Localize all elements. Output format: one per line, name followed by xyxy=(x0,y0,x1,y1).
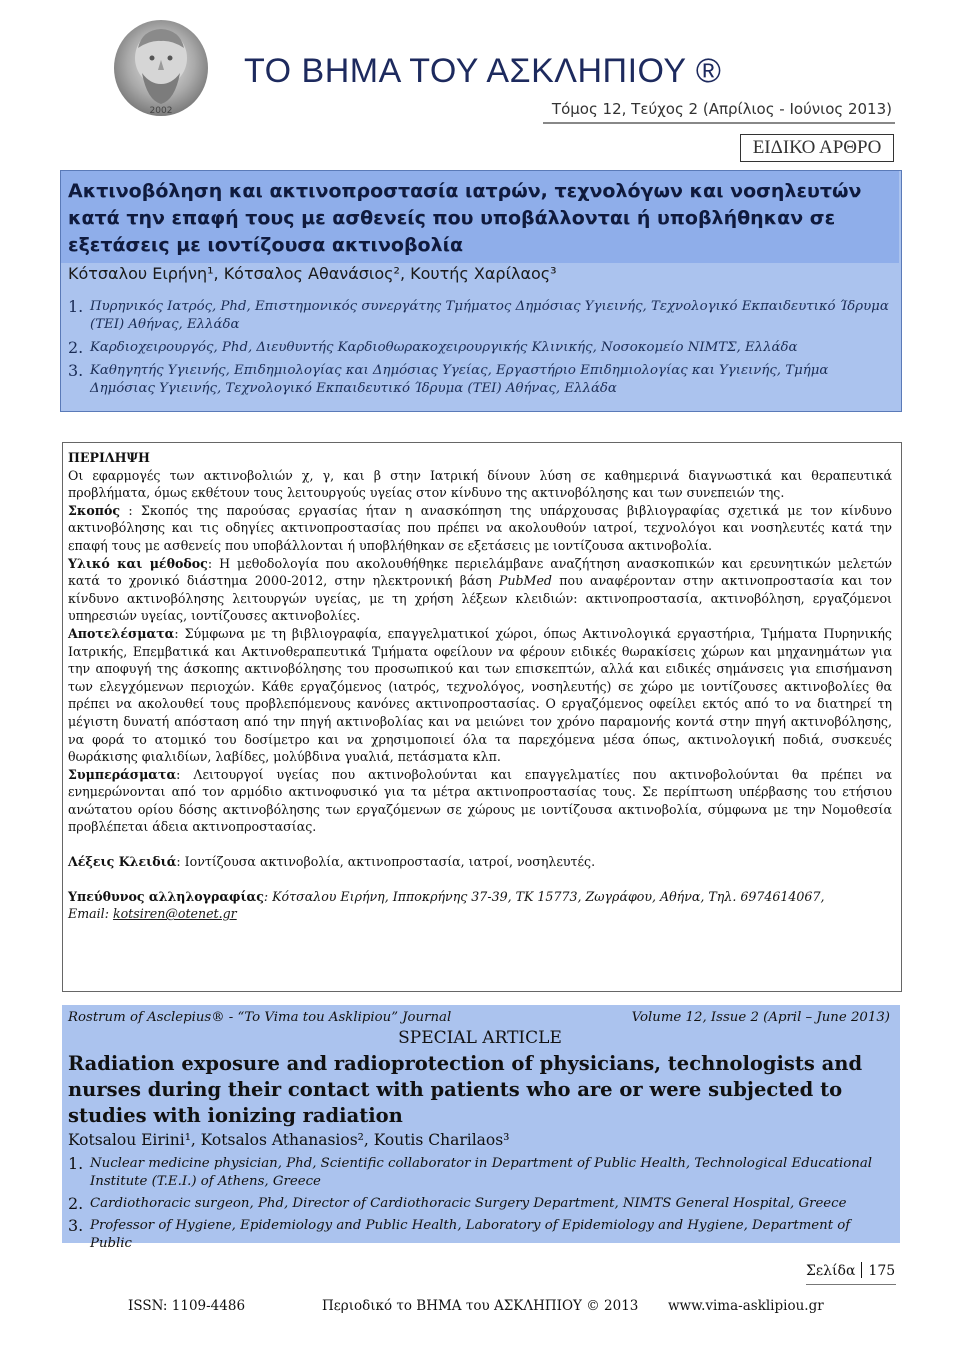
method-text: : Η μεθοδολογία που ακολουθήθηκε περιελάμβανε αναζήτηση ανασκοπικών και ερευνητικών μελετών κατά το χρονικό διάστημα 2000-2012, στην ηλεκτρονική βάση xyxy=(68,555,892,589)
conclusions-text: : Λειτουργοί υγείας που ακτινοβολούνται και επαγγελματίες που ακτινοβολούνται θα πρέπει να ενημερώνονται από τον αρμόδιο ακτινοφυσικό για τα μέτρα ακτινοπροστασίας τους. Σε περίπτωση υπέρβασης του ετήσιου ανώτατου ορίου δόσης ακτινοβόλησης των εργαζόμενων σε χώρους με ιοντίζουσα ακτινοβολία, σύμφωνα με την Νομοθεσία προβλέπεται άδεια ακτινοπροστασίας. xyxy=(68,766,892,835)
abstract xyxy=(68,449,892,923)
page-label: Σελίδα xyxy=(806,1263,856,1279)
affiliation-number: 2. xyxy=(68,1194,84,1213)
affiliation-text: Καρδιοχειρουργός, Phd, Διευθυντής Καρδιοθωρακοχειρουργικής Κλινικής, Νοσοκομείο ΝΙΜΤΣ, Ελλάδα xyxy=(90,340,798,355)
results-text: : Σύμφωνα με τη βιβλιογραφία, επαγγελματικοί χώροι, όπως Ακτινολογικά εργαστήρια, Τμήματα Πυρηνικής Ιατρικής, Επεμβατικά και Ακτινοθεραπευτικά Τμήματα οφείλουν να φέρουν ειδικές θωρακίσεις χώρων και μηχανημάτων για την αποφυγή της άσκοπης ακτινοβόλησης του προσωπικού και των επισκεπτών, αλλά και ειδικές σημάνσεις για επισήμανση των ελεγχόμενων περιοχών. Κάθε εργαζόμενος (ιατρός, τεχνολόγος, νοσηλευτής) σε χώρο με ιοντίζουσες ακτινοβολίες θα πρέπει να ακολουθεί τους προβλεπόμενους κανόνες ακτινοπροστασίας. Ο εργαζόμενος οφείλει εκτός από το να διατηρεί τη μέγιστη δυνατή απόσταση από την πηγή ακτινοβολίας και να μειώνει τον χρόνο παραμονής κοντά στην πηγή ακτινοβόλησης, να φορά το ατομικό του δοσίμετρο και να χρησιμοποιεί όλα τα παρεχόμενα μέσα όπως, ακτινολογική ποδιά, συσκευές θωράκισης φιαλιδίων, λαβίδες, μολύβδινα γυαλιά, πετάσματα κλπ. xyxy=(68,625,892,765)
article-type-label: ΕΙΔΙΚΟ ΑΡΘΡΟ xyxy=(740,134,894,162)
journal-logo xyxy=(102,18,220,118)
english-volume: Volume 12, Issue 2 (April – June 2013) xyxy=(631,1010,890,1025)
abstract-intro: Οι εφαρμογές των ακτινοβολιών χ, γ, και β στην Ιατρική δίνουν λύση σε καθημερινά διαγνωστικά και θεραπευτικά προβλήματα, όμως εκθέτουν τους λειτουργούς υγείας στον κίνδυνο της ακτινοβόλησης και των συνεπειών της. xyxy=(68,467,892,501)
abstract-conclusions xyxy=(68,766,892,836)
method-database: PubMed xyxy=(498,573,552,589)
affiliation-number: 3. xyxy=(68,1216,84,1235)
abstract-aim xyxy=(68,502,892,555)
copyright: Περιοδικό το ΒΗΜΑ του ΑΣΚΛΗΠΙΟΥ © 2013 xyxy=(322,1298,639,1314)
conclusions-label: Συμπεράσματα xyxy=(68,766,177,782)
english-article-title: Radiation exposure and radioprotection of physicians, technologists and nurses during their contact with patients who are or were subjected to studies with ionizing radiation xyxy=(68,1052,863,1127)
email-label: Email: xyxy=(68,906,113,922)
greek-affiliations xyxy=(68,298,894,403)
header-divider xyxy=(543,122,895,124)
greek-article-title: Ακτινοβόληση και ακτινοπροστασία ιατρών, τεχνολόγων και νοσηλευτών κατά την επαφή τους με ασθενείς που υποβάλλονται ή υποβλήθηκαν σε εξετάσεις με ιοντίζουσα ακτινοβολία xyxy=(68,180,862,256)
affiliation-text: Professor of Hygiene, Epidemiology and Public Health, Laboratory of Epidemiology and Hygiene, Department of Public xyxy=(90,1218,851,1251)
english-affiliation xyxy=(68,1217,894,1253)
affiliation-text: Καθηγητής Υγιεινής, Επιδημιολογίας και Δημόσιας Υγείας, Εργαστήριο Επιδημιολογίας και Υγιεινής, Τμήμα Δημόσιας Υγιεινής, Τεχνολογικό Εκπαιδευτικό Ίδρυμα (ΤΕΙ) Αθήνας, Ελλάδα xyxy=(90,363,829,396)
affiliation-number: 2. xyxy=(68,338,84,357)
correspondence xyxy=(68,888,892,923)
method-label: Υλικό και μέθοδος xyxy=(68,555,208,571)
english-journal-name: Rostrum of Asclepius® - “To Vima tou Asklipiou” Journal xyxy=(68,1010,452,1025)
correspondence-text: : Κότσαλου Ειρήνη, Ιπποκρήνης 37-39, ΤΚ 15773, Ζωγράφου, Αθήνα, Τηλ. 6974614067, xyxy=(263,888,825,904)
english-authors: Kotsalou Eirini¹, Kotsalos Athanasios², Koutis Charilaos³ xyxy=(68,1131,510,1149)
footer-divider xyxy=(806,1284,896,1285)
english-affiliations xyxy=(68,1155,894,1257)
aim-text: : Σκοπός της παρούσας εργασίας ήταν η ανασκόπηση της υπάρχουσας βιβλιογραφίας σχετικά με τον κίνδυνο ακτινοβόλησης και τις οδηγίες ακτινοπροστασίας που πρέπει να ακολουθούν ιατροί, τεχνολόγοι και νοσηλευτές κατά την επαφή τους με ασθενείς που υποβάλλονται ή υποβλήθηκαν σε εξετάσεις με ιοντίζουσα ακτινοβολία. xyxy=(68,502,892,553)
english-journal-line xyxy=(68,1010,890,1025)
aim-label: Σκοπός xyxy=(68,502,121,518)
method-text-cont: που αναφέρονταν στην ακτινοπροστασία και τον κίνδυνο ακτινοβόλησης λειτουργών υγείας, με τη χρήση λέξεων κλειδιών: ακτινοπροστασία, ακτινοβόληση, εργαζόμενοι υπηρεσιών υγείας, ιοντίζουσες ακτινοβολίες. xyxy=(68,573,892,624)
keywords-text: : Ιοντίζουσα ακτινοβολία, ακτινοπροστασία, ιατροί, νοσηλευτές. xyxy=(176,854,596,870)
results-label: Αποτελέσματα xyxy=(68,625,175,641)
affiliation-number: 1. xyxy=(68,1154,84,1173)
abstract-keywords xyxy=(68,853,892,871)
english-article-type: SPECIAL ARTICLE xyxy=(398,1028,562,1048)
website-link[interactable]: www.vima-asklipiou.gr xyxy=(668,1298,824,1314)
abstract-heading: ΠΕΡΙΛΗΨΗ xyxy=(68,450,150,465)
email-link[interactable]: kotsiren@otenet.gr xyxy=(112,906,237,922)
affiliation-text: Cardiothoracic surgeon, Phd, Director of Cardiothoracic Surgery Department, NIMTS General Hospital, Greece xyxy=(90,1196,847,1211)
affiliation-text: Πυρηνικός Ιατρός, Phd, Επιστημονικός συνεργάτης Τμήματος Δημόσιας Υγιεινής, Τεχνολογικό Εκπαιδευτικό Ίδρυμα (ΤΕΙ) Αθήνας, Ελλάδα xyxy=(90,299,889,332)
issue-info: Τόμος 12, Τεύχος 2 (Απρίλιος - Ιούνιος 2013) xyxy=(551,100,892,118)
page-number-value: 175 xyxy=(868,1263,896,1279)
svg-text:2002: 2002 xyxy=(149,106,173,116)
greek-affiliation xyxy=(68,298,894,334)
english-affiliation xyxy=(68,1195,894,1213)
english-affiliation xyxy=(68,1155,894,1191)
asclepius-head-icon xyxy=(102,18,220,118)
issn: ISSN: 1109-4486 xyxy=(128,1298,246,1314)
greek-affiliation xyxy=(68,339,894,357)
page-number xyxy=(806,1262,895,1279)
page-separator xyxy=(861,1262,862,1278)
greek-affiliation xyxy=(68,362,894,398)
keywords-label: Λέξεις Κλειδιά xyxy=(68,854,177,870)
affiliation-number: 1. xyxy=(68,297,84,316)
greek-authors: Κότσαλου Ειρήνη¹, Κότσαλος Αθανάσιος², Κουτής Χαρίλαος³ xyxy=(68,264,557,283)
correspondence-label: Υπεύθυνος αλληλογραφίας xyxy=(68,888,264,904)
abstract-method xyxy=(68,555,892,625)
affiliation-number: 3. xyxy=(68,361,84,380)
journal-title: ΤΟ ΒΗΜΑ ΤΟΥ ΑΣΚΛΗΠΙΟΥ ® xyxy=(244,52,722,90)
affiliation-text: Nuclear medicine physician, Phd, Scientific collaborator in Department of Public Health, Technological Educational Institute (T.E.I.) of Athens, Greece xyxy=(90,1156,873,1189)
abstract-results xyxy=(68,625,892,766)
